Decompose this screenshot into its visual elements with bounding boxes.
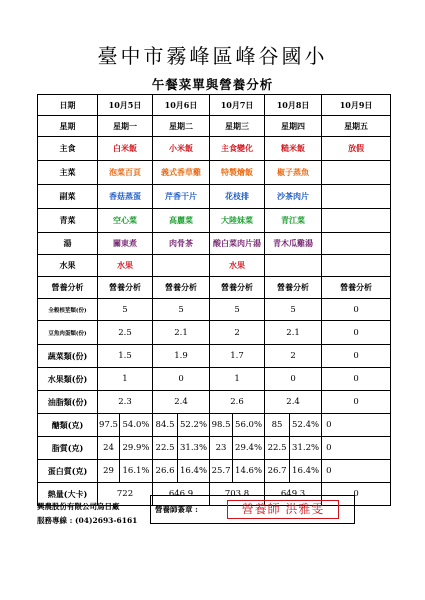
menu-table-body — [38, 95, 391, 506]
kcal-cell: 703.8 — [210, 483, 265, 506]
menu-cell: 10月6日 — [153, 95, 210, 116]
macro-percent-cell: 54.0% — [120, 414, 153, 437]
row-prot — [38, 460, 391, 483]
nutrition-value-cell: 2.1 — [153, 321, 210, 345]
row-label: 營養分析 — [38, 277, 98, 299]
macro-percent-cell: 29.4% — [233, 437, 265, 460]
row-label: 水果類(份) — [38, 368, 98, 391]
row-fat — [38, 437, 391, 460]
nutrition-header-cell: 營養分析 — [210, 277, 265, 299]
row-label: 水果 — [38, 255, 98, 277]
menu-cell: 椒子蒸魚 — [265, 161, 322, 185]
nutrition-header-cell: 營養分析 — [153, 277, 210, 299]
menu-cell: 青木瓜雞湯 — [265, 233, 322, 255]
menu-cell: 10月9日 — [322, 95, 391, 116]
page-title: 臺中市霧峰區峰谷國小 — [97, 44, 328, 68]
menu-cell: 小米飯 — [153, 137, 210, 161]
nutrition-value-cell: 2.4 — [265, 391, 322, 414]
menu-cell: 肉骨茶 — [153, 233, 210, 255]
kcal-cell: 649.3 — [265, 483, 322, 506]
nutrition-value-cell: 0 — [322, 391, 391, 414]
row-label: 蛋白質(克) — [38, 460, 98, 483]
menu-cell — [153, 255, 210, 277]
menu-cell: 酸白菜肉片湯 — [210, 233, 265, 255]
menu-cell: 大陸妹菜 — [210, 209, 265, 233]
nutrition-value-cell: 5 — [265, 299, 322, 321]
macro-percent-cell: 31.3% — [178, 437, 210, 460]
menu-cell: 星期四 — [265, 116, 322, 137]
signature-box — [150, 495, 355, 524]
row-vegs — [38, 345, 391, 368]
row-label: 豆魚肉蛋類(份) — [38, 321, 98, 345]
macro-grams-cell: 97.5 — [98, 414, 120, 437]
row-label: 湯 — [38, 233, 98, 255]
row-soup — [38, 233, 391, 255]
nutrition-value-cell: 5 — [210, 299, 265, 321]
menu-cell — [322, 185, 391, 209]
macro-grams-cell: 0 — [322, 437, 391, 460]
row-oil — [38, 391, 391, 414]
menu-cell: 水果 — [98, 255, 153, 277]
nutrition-value-cell: 2.4 — [153, 391, 210, 414]
row-carb — [38, 414, 391, 437]
macro-percent-cell: 16.4% — [290, 460, 322, 483]
nutrition-value-cell: 1 — [210, 368, 265, 391]
row-veg — [38, 209, 391, 233]
row-label: 全穀根莖類(份) — [38, 299, 98, 321]
macro-percent-cell: 31.2% — [290, 437, 322, 460]
kcal-cell: 722 — [98, 483, 153, 506]
menu-cell: 白米飯 — [98, 137, 153, 161]
macro-percent-cell: 52.2% — [178, 414, 210, 437]
nutrition-header-cell: 營養分析 — [265, 277, 322, 299]
row-label: 脂質(克) — [38, 437, 98, 460]
menu-cell: 高麗菜 — [153, 209, 210, 233]
nutrition-value-cell: 0 — [322, 368, 391, 391]
menu-cell: 花枝排 — [210, 185, 265, 209]
macro-grams-cell: 84.5 — [153, 414, 178, 437]
nutrition-value-cell: 2 — [265, 345, 322, 368]
menu-cell: 糙米飯 — [265, 137, 322, 161]
macro-grams-cell: 98.5 — [210, 414, 233, 437]
nutrition-value-cell: 1.7 — [210, 345, 265, 368]
nutrition-value-cell: 0 — [265, 368, 322, 391]
macro-grams-cell: 29 — [98, 460, 120, 483]
nutrition-value-cell: 2.5 — [98, 321, 153, 345]
macro-grams-cell: 85 — [265, 414, 290, 437]
nutrition-value-cell: 0 — [322, 345, 391, 368]
macro-grams-cell: 26.6 — [153, 460, 178, 483]
row-grain — [38, 299, 391, 321]
menu-cell — [265, 255, 322, 277]
row-fruit — [38, 255, 391, 277]
nutrition-value-cell: 2.6 — [210, 391, 265, 414]
row-label: 醣類(克) — [38, 414, 98, 437]
macro-percent-cell: 16.4% — [178, 460, 210, 483]
row-staple — [38, 137, 391, 161]
nutrition-value-cell: 0 — [153, 368, 210, 391]
menu-cell: 星期五 — [322, 116, 391, 137]
menu-cell — [322, 233, 391, 255]
menu-cell: 星期一 — [98, 116, 153, 137]
nutrition-header-cell: 營養分析 — [98, 277, 153, 299]
menu-cell: 星期二 — [153, 116, 210, 137]
macro-percent-cell: 14.6% — [233, 460, 265, 483]
menu-table — [37, 94, 391, 506]
nutrition-value-cell: 1 — [98, 368, 153, 391]
row-side — [38, 185, 391, 209]
menu-cell: 義式香草雞 — [153, 161, 210, 185]
page-subtitle: 午餐菜單與營養分析 — [151, 77, 274, 92]
macro-grams-cell: 23 — [210, 437, 233, 460]
menu-cell: 空心菜 — [98, 209, 153, 233]
row-fruits — [38, 368, 391, 391]
row-main — [38, 161, 391, 185]
menu-cell: 芹香干片 — [153, 185, 210, 209]
row-label: 油脂類(份) — [38, 391, 98, 414]
row-label: 星期 — [38, 116, 98, 137]
menu-cell: 特製燴飯 — [210, 161, 265, 185]
row-date — [38, 95, 391, 116]
menu-cell: 水果 — [210, 255, 265, 277]
macro-percent-cell: 52.4% — [290, 414, 322, 437]
macro-grams-cell: 22.5 — [153, 437, 178, 460]
menu-cell: 10月8日 — [265, 95, 322, 116]
nutrition-header-cell: 營養分析 — [322, 277, 391, 299]
row-label: 日期 — [38, 95, 98, 116]
macro-percent-cell: 16.1% — [120, 460, 153, 483]
nutrition-value-cell: 5 — [98, 299, 153, 321]
menu-cell: 香菇蒸蛋 — [98, 185, 153, 209]
row-nutrition-header — [38, 277, 391, 299]
row-label: 青菜 — [38, 209, 98, 233]
nutrition-value-cell: 2 — [210, 321, 265, 345]
nutrition-value-cell: 1.5 — [98, 345, 153, 368]
kcal-cell: 646.9 — [153, 483, 210, 506]
menu-cell: 沙茶肉片 — [265, 185, 322, 209]
signature-label: 營養師簽章 : — [155, 505, 198, 514]
macro-grams-cell: 26.7 — [265, 460, 290, 483]
macro-grams-cell: 22.5 — [265, 437, 290, 460]
menu-cell — [322, 209, 391, 233]
row-label: 蔬菜類(份) — [38, 345, 98, 368]
row-label: 主菜 — [38, 161, 98, 185]
row-label: 副菜 — [38, 185, 98, 209]
menu-cell: 泡菜百頁 — [98, 161, 153, 185]
nutrition-value-cell: 1.9 — [153, 345, 210, 368]
menu-cell: 關東煮 — [98, 233, 153, 255]
macro-grams-cell: 0 — [322, 460, 391, 483]
nutrition-value-cell: 0 — [322, 321, 391, 345]
menu-cell — [322, 255, 391, 277]
macro-grams-cell: 24 — [98, 437, 120, 460]
row-week — [38, 116, 391, 137]
nutrition-value-cell: 2.3 — [98, 391, 153, 414]
nutrition-value-cell: 0 — [322, 299, 391, 321]
nutrition-value-cell: 5 — [153, 299, 210, 321]
kcal-cell: 0 — [322, 483, 391, 506]
menu-cell: 主食變化 — [210, 137, 265, 161]
company-name: 興農股份有限公司烏日廠 — [37, 502, 120, 511]
menu-cell: 10月5日 — [98, 95, 153, 116]
nutritionist-stamp: 營養師 洪雅雯 — [227, 500, 339, 519]
menu-cell: 星期三 — [210, 116, 265, 137]
menu-cell: 放假 — [322, 137, 391, 161]
macro-grams-cell: 25.7 — [210, 460, 233, 483]
row-label: 熱量(大卡) — [38, 483, 98, 506]
macro-percent-cell: 56.0% — [233, 414, 265, 437]
row-protein — [38, 321, 391, 345]
menu-cell — [322, 161, 391, 185]
macro-grams-cell: 0 — [322, 414, 391, 437]
menu-cell: 10月7日 — [210, 95, 265, 116]
service-phone: 服務專線 : (04)2693-6161 — [37, 516, 138, 525]
row-label: 主食 — [38, 137, 98, 161]
nutrition-value-cell: 2.1 — [265, 321, 322, 345]
macro-percent-cell: 29.9% — [120, 437, 153, 460]
menu-cell: 青江菜 — [265, 209, 322, 233]
